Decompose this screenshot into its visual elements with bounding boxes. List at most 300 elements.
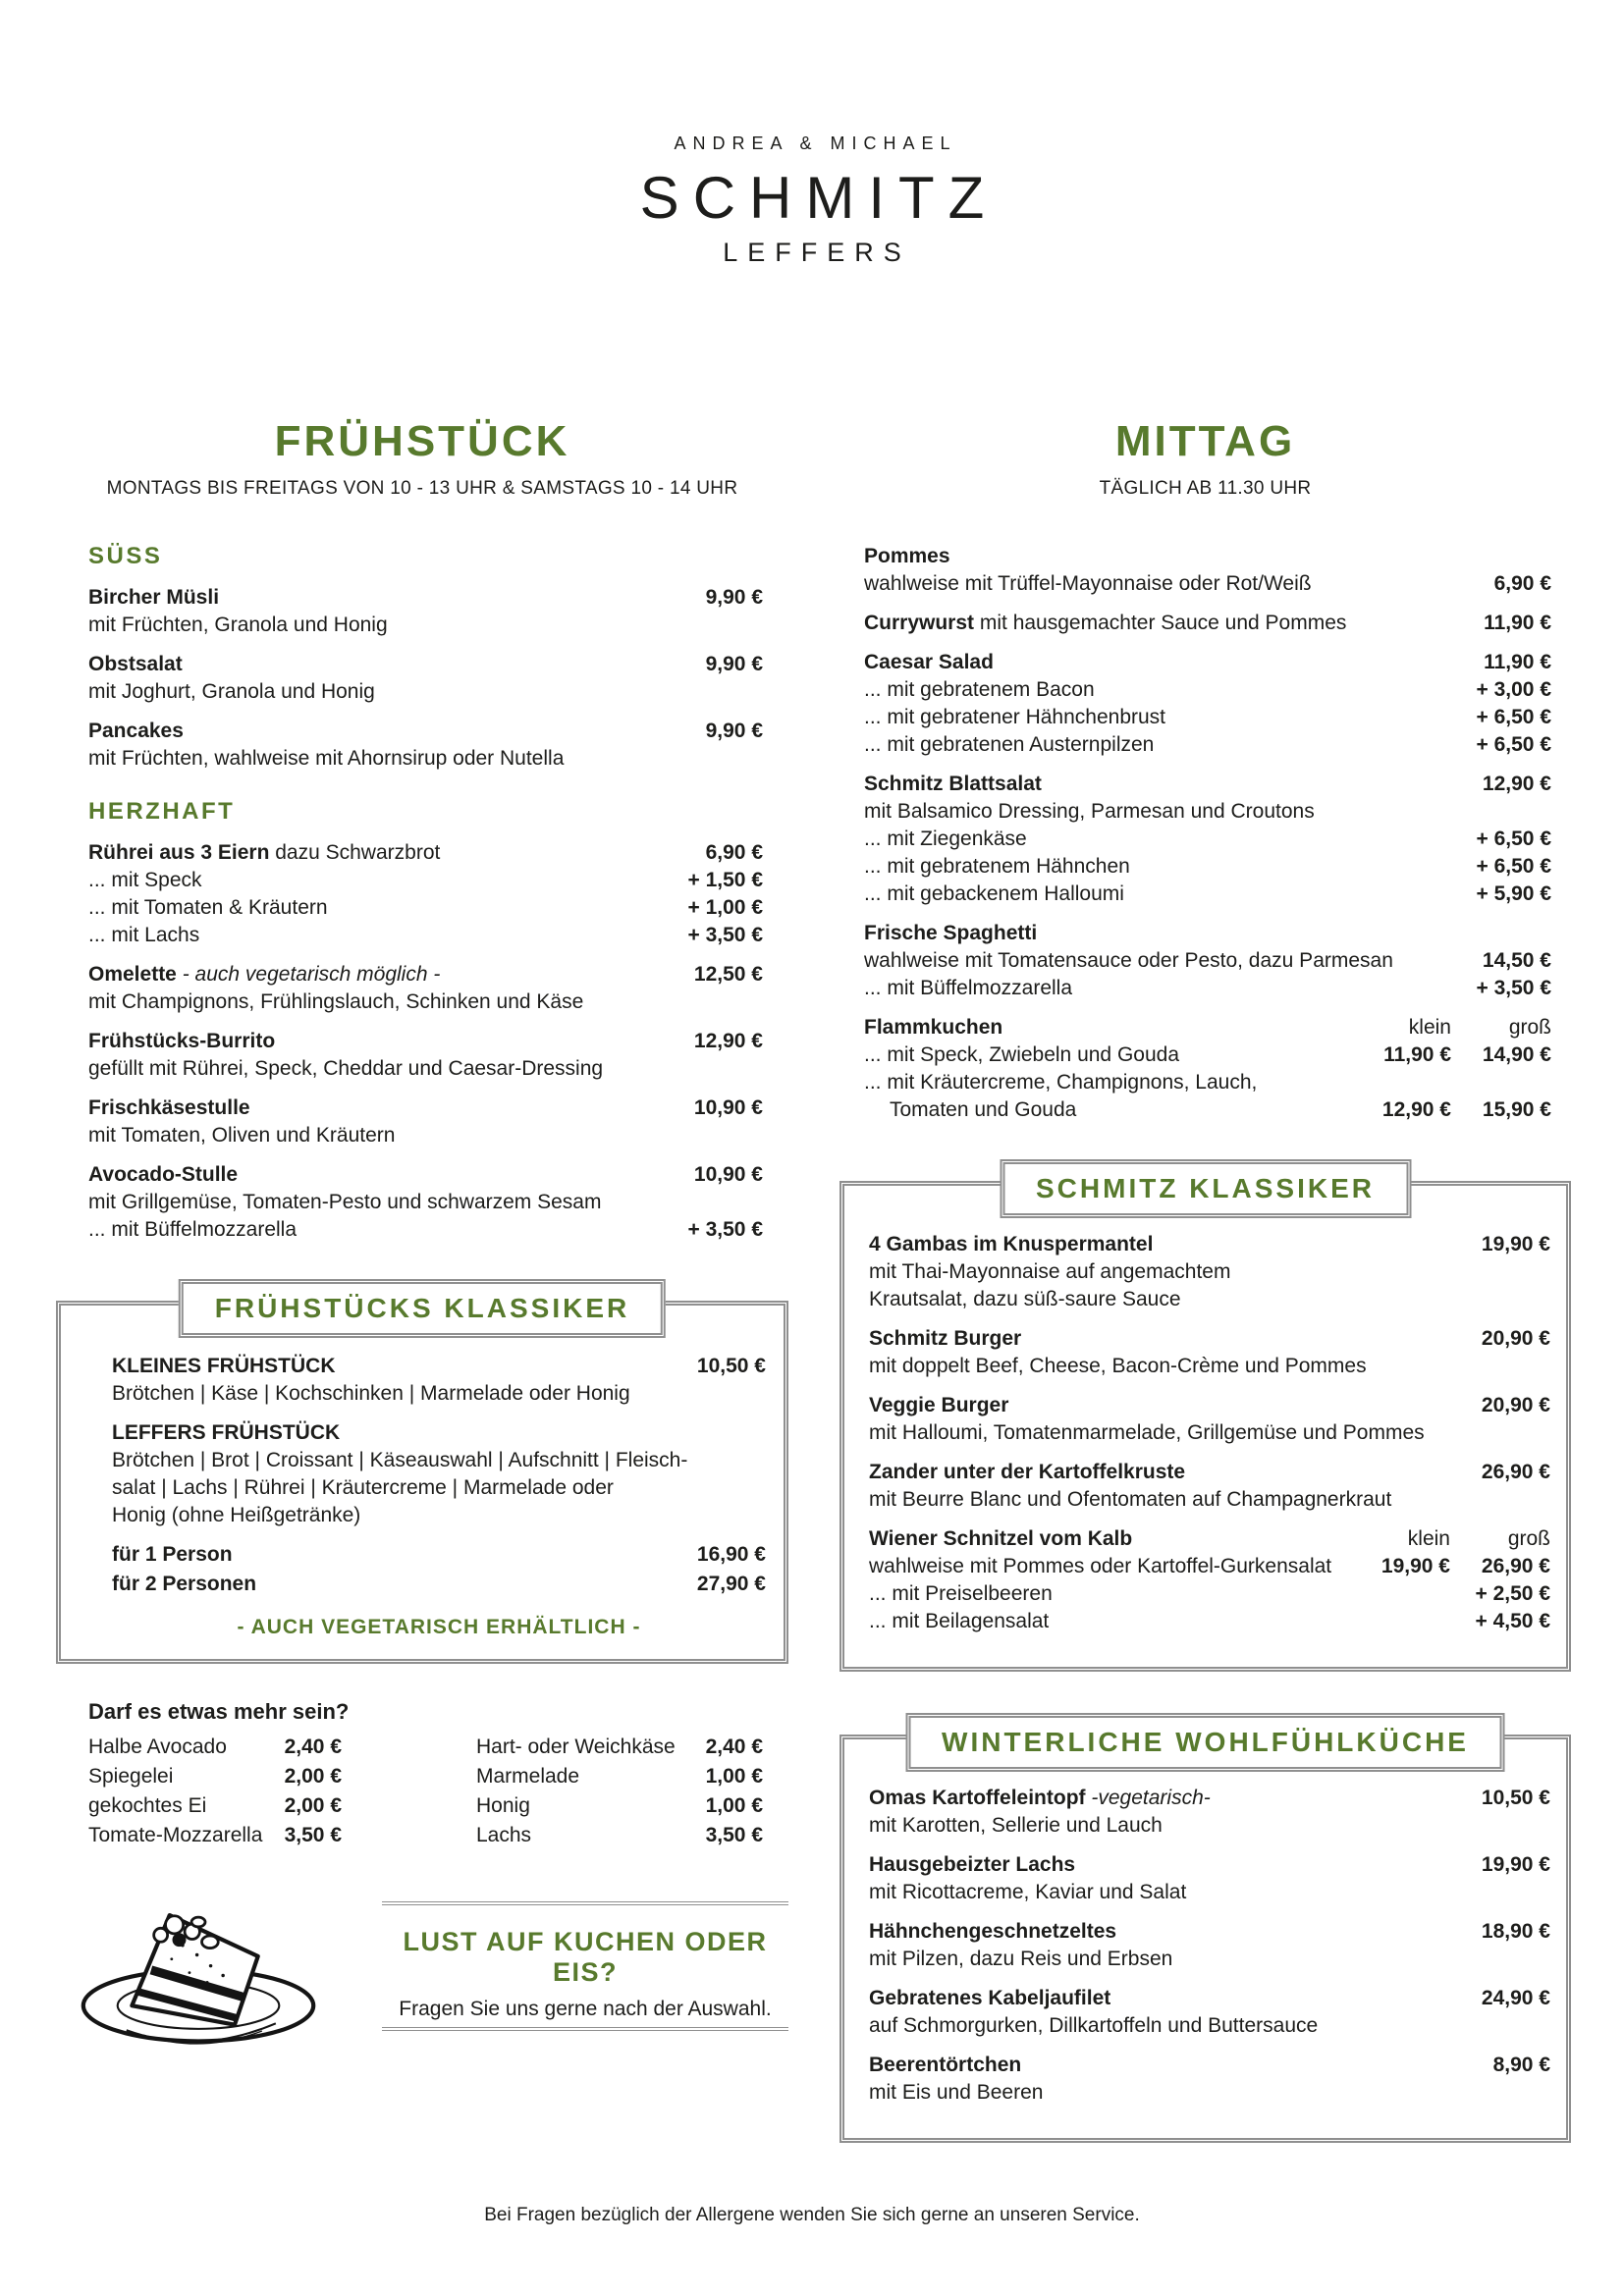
logo-name: SCHMITZ (639, 165, 999, 231)
item-price: + 4,50 € (1475, 1610, 1550, 1632)
item-price: 12,90 € (1482, 773, 1551, 795)
item-price: 9,90 € (705, 586, 763, 609)
item-name: LEFFERS FRÜHSTÜCK (112, 1421, 341, 1444)
spacer (297, 1216, 676, 1244)
item-name: Obstsalat (88, 653, 183, 675)
banner-bottom-rule (382, 2027, 788, 2031)
extras-row (476, 1733, 763, 1762)
extras-row (88, 1821, 342, 1850)
spacer (1037, 920, 1551, 947)
breakfast-column (56, 417, 788, 2091)
extras-heading: Darf es etwas mehr sein? (88, 1699, 350, 1724)
item-name-row (869, 1231, 1550, 1258)
item-name: Bircher Müsli (88, 586, 220, 609)
restaurant-logo (0, 133, 1624, 268)
spacer (1072, 975, 1464, 1002)
item-description: mit Tomaten, Oliven und Kräutern (88, 1124, 396, 1147)
extras-grid (88, 1733, 763, 1850)
extras-row (88, 1791, 342, 1821)
menu-item (88, 1095, 763, 1149)
item-desc-row (88, 1122, 763, 1149)
extras-label: Spiegelei (88, 1765, 174, 1788)
item-price: + 1,00 € (687, 896, 763, 919)
item-name: Avocado-Stulle (88, 1163, 239, 1186)
item-addon-row (864, 881, 1551, 908)
item-price: 2,40 € (705, 1735, 763, 1758)
item-price: 12,90 € (693, 1030, 763, 1052)
item-desc-row (864, 947, 1551, 975)
spacer (328, 894, 677, 922)
menu-item (869, 1392, 1550, 1447)
menu-item (864, 920, 1551, 1002)
variant-lines (869, 1553, 1331, 1580)
item-description: mit Beurre Blanc und Ofentomaten auf Champagnerkraut (869, 1488, 1392, 1511)
banner-subtitle: Fragen Sie uns gerne nach der Auswahl. (399, 1998, 772, 2020)
item-price: 26,90 € (1481, 1555, 1550, 1577)
spacer (336, 1353, 685, 1380)
item-name-row (869, 1392, 1550, 1419)
spacer (530, 1791, 694, 1821)
spacer (440, 839, 693, 867)
item-price: 2,00 € (284, 1794, 342, 1817)
item-price: 2,40 € (284, 1735, 342, 1758)
item-addon-row (864, 826, 1551, 853)
item-price: + 6,50 € (1476, 706, 1551, 728)
breakfast-classics-items (112, 1353, 766, 1598)
item-name: Omas Kartoffeleintopf (869, 1787, 1086, 1809)
item-name: Frischkäsestulle (88, 1096, 250, 1119)
spacer (531, 1821, 694, 1850)
item-description: mit Balsamico Dressing, Parmesan und Croutons (864, 800, 1315, 823)
spacer (1185, 1459, 1470, 1486)
spacer (340, 1419, 766, 1447)
item-desc-row (88, 612, 763, 639)
menu-section (88, 543, 763, 773)
item-desc-row (88, 745, 763, 773)
menu-item (864, 1014, 1551, 1124)
section-heading: SÜSS (88, 543, 163, 569)
menu-item (869, 1231, 1550, 1313)
item-name-row (88, 1095, 763, 1122)
item-name-row (864, 649, 1551, 676)
item-price: 20,90 € (1481, 1327, 1550, 1350)
extras-label: Halbe Avocado (88, 1735, 227, 1758)
item-name-row (869, 1785, 1550, 1812)
breakfast-hours: MONTAGS BIS FREITAGS VON 10 - 13 UHR & SAMSTAGS 10 - 14 UHR (106, 478, 738, 499)
variant-line: wahlweise mit Pommes oder Kartoffel-Gurkensalat (869, 1555, 1332, 1577)
item-price: 16,90 € (696, 1543, 766, 1566)
item-price: 19,90 € (1380, 1555, 1450, 1577)
item-price: 8,90 € (1492, 2054, 1550, 2076)
item-price: + 6,50 € (1476, 828, 1551, 850)
variant-line: Tomaten und Gouda (890, 1098, 1077, 1121)
item-addon-row (864, 853, 1551, 881)
item-desc-row (88, 1055, 763, 1083)
item-desc-row (112, 1380, 766, 1408)
item-name-row (864, 543, 1551, 570)
spacer (1027, 826, 1465, 853)
item-name-row (88, 584, 763, 612)
addon-label: ... mit Büffelmozzarella (88, 1218, 298, 1241)
item-description: Brötchen | Käse | Kochschinken | Marmelade oder Honig (112, 1382, 630, 1405)
item-name: Beerentörtchen (869, 2054, 1022, 2076)
item-name: Pommes (864, 545, 950, 567)
extras-label: gekochtes Ei (88, 1794, 207, 1817)
item-description: mit Früchten, wahlweise mit Ahornsirup oder Nutella (88, 747, 565, 770)
spacer (183, 651, 694, 678)
spacer (1154, 731, 1464, 759)
item-description: gefüllt mit Rührei, Speck, Cheddar und Caesar-Dressing (88, 1057, 604, 1080)
item-description: Brötchen | Brot | Croissant | Käseauswahl | Aufschnitt | Fleisch- (112, 1449, 688, 1471)
cake-slice-icon (58, 1866, 352, 2087)
size-header: klein (1407, 1527, 1450, 1550)
item-variant-row (864, 1069, 1551, 1124)
item-name-row (864, 920, 1551, 947)
spacer (202, 867, 677, 894)
item-name-row (112, 1353, 766, 1380)
schmitz-classics-box (839, 1173, 1571, 1672)
item-price: 14,90 € (1482, 1043, 1551, 1066)
item-price: 15,90 € (1482, 1098, 1551, 1121)
banner-text (382, 1927, 788, 2021)
item-desc-row (869, 1353, 1550, 1380)
item-name-row (88, 718, 763, 745)
menu-item (869, 1851, 1550, 1906)
menu-item (864, 543, 1551, 598)
spacer (173, 1762, 272, 1791)
item-name-row (112, 1571, 766, 1598)
menu-item (88, 718, 763, 773)
menu-item (88, 651, 763, 706)
item-desc-row (869, 2012, 1550, 2040)
item-variant-row (869, 1553, 1550, 1580)
item-name-suffix: mit hausgemachter Sauce und Pommes (974, 612, 1347, 634)
breakfast-classics-box-title: FRÜHSTÜCKS KLASSIKER (179, 1279, 666, 1338)
item-name-row (869, 1325, 1550, 1353)
schmitz-classics-box-title: SCHMITZ KLASSIKER (1000, 1159, 1411, 1218)
spacer (1021, 1325, 1470, 1353)
spacer (1130, 853, 1465, 881)
item-name: Rührei aus 3 Eiern (88, 841, 270, 864)
addon-label: ... mit gebratener Hähnchenbrust (864, 706, 1166, 728)
item-description: auf Schmorgurken, Dillkartoffeln und Buttersauce (869, 2014, 1319, 2037)
menu-item (864, 649, 1551, 759)
item-name: Frische Spaghetti (864, 922, 1038, 944)
menu-item (88, 1028, 763, 1083)
item-desc-row (88, 678, 763, 706)
item-name: Gebratenes Kabeljaufilet (869, 1987, 1111, 2009)
menu-item (864, 610, 1551, 637)
logo-owners: ANDREA & MICHAEL (674, 133, 957, 153)
item-description: mit Champignons, Frühlingslauch, Schinken und Käse (88, 990, 584, 1013)
item-name: für 2 Personen (112, 1573, 257, 1595)
menu-item (88, 584, 763, 639)
item-description: wahlweise mit Trüffel-Mayonnaise oder Rot/Weiß (864, 572, 1312, 595)
addon-label: ... mit gebratenem Hähnchen (864, 855, 1130, 878)
spacer (199, 922, 676, 949)
spacer (1132, 1525, 1350, 1553)
item-desc-row (112, 1447, 766, 1474)
logo-location: LEFFERS (723, 238, 911, 267)
item-addon-row (864, 975, 1551, 1002)
item-addon-row (88, 922, 763, 949)
item-price: 18,90 € (1481, 1920, 1550, 1943)
item-name: Pancakes (88, 720, 184, 742)
allergen-note: Bei Fragen bezüglich der Allergene wenden Sie sich gerne an unseren Service. (484, 2205, 1140, 2225)
item-description: mit Eis und Beeren (869, 2081, 1044, 2104)
item-name-row (88, 1028, 763, 1055)
spacer (994, 649, 1472, 676)
item-name-row (869, 1918, 1550, 1946)
spacer (238, 1161, 682, 1189)
spacer (1153, 1231, 1469, 1258)
spacer (1124, 881, 1465, 908)
item-price: + 5,90 € (1476, 882, 1551, 905)
extras-row (476, 1791, 763, 1821)
item-price: 12,50 € (693, 963, 763, 986)
item-price: + 6,50 € (1476, 733, 1551, 756)
variant-line: ... mit Speck, Zwiebeln und Gouda (864, 1043, 1179, 1066)
item-desc-row (869, 1879, 1550, 1906)
menu-item (869, 2052, 1550, 2107)
item-desc-row (112, 1474, 766, 1502)
item-desc-row (869, 1812, 1550, 1840)
spacer (184, 718, 694, 745)
item-name-row (869, 1851, 1550, 1879)
winter-comfort-box (839, 1727, 1571, 2143)
spacer (256, 1571, 685, 1598)
spacer (1021, 2052, 1481, 2079)
item-description: Honig (ohne Heißgetränke) (112, 1504, 361, 1526)
extras-label: Lachs (476, 1824, 532, 1846)
addon-label: ... mit Büffelmozzarella (864, 977, 1073, 999)
item-price: 26,90 € (1481, 1461, 1550, 1483)
extras-row (88, 1762, 342, 1791)
item-name-suffix: dazu Schwarzbrot (269, 841, 441, 864)
extras-column-right (476, 1733, 763, 1850)
extras-section (56, 1699, 788, 1850)
banner-top-rule (382, 1901, 788, 1905)
item-price: 3,50 € (284, 1824, 342, 1846)
item-name-row (869, 1525, 1550, 1553)
spacer (262, 1821, 272, 1850)
item-desc-row (864, 570, 1551, 598)
item-desc-row (869, 1946, 1550, 1973)
item-name-row (869, 1459, 1550, 1486)
item-addon-row (869, 1580, 1550, 1608)
item-price: + 3,50 € (687, 1218, 763, 1241)
item-addon-row (88, 1216, 763, 1244)
item-desc-row (869, 1486, 1550, 1514)
item-name: Veggie Burger (869, 1394, 1009, 1416)
item-name-row (88, 839, 763, 867)
item-price: 6,90 € (1493, 572, 1551, 595)
item-price: 14,50 € (1482, 949, 1551, 972)
spacer (227, 1733, 273, 1762)
addon-label: ... mit gebratenem Bacon (864, 678, 1095, 701)
spacer (1053, 1580, 1464, 1608)
item-variant-row (864, 1041, 1551, 1069)
item-name: Schmitz Burger (869, 1327, 1022, 1350)
menu-item (88, 839, 763, 949)
addon-label: ... mit Speck (88, 869, 202, 891)
menu-item (864, 771, 1551, 908)
lunch-title: MITTAG (1114, 417, 1296, 465)
item-price: 2,00 € (284, 1765, 342, 1788)
menu-item (112, 1541, 766, 1569)
item-description: mit Grillgemüse, Tomaten-Pesto und schwarzem Sesam (88, 1191, 602, 1213)
item-addon-row (88, 867, 763, 894)
menu-item (869, 1459, 1550, 1514)
spacer (206, 1791, 272, 1821)
size-header: groß (1507, 1527, 1550, 1550)
item-price: 12,90 € (1381, 1098, 1451, 1121)
spacer (1075, 1851, 1470, 1879)
menu-item (869, 1525, 1550, 1635)
menu-item (112, 1419, 766, 1529)
size-header: klein (1408, 1016, 1451, 1039)
cake-banner (56, 1880, 788, 2091)
item-price: 1,00 € (705, 1794, 763, 1817)
menu-item (112, 1571, 766, 1598)
item-price: 11,90 € (1484, 612, 1551, 634)
extras-row (88, 1733, 342, 1762)
addon-label: ... mit gebratenen Austernpilzen (864, 733, 1155, 756)
item-name: Frühstücks-Burrito (88, 1030, 276, 1052)
menu-section (88, 798, 763, 1244)
item-desc-row (88, 1189, 763, 1216)
vegetarian-note: - AUCH VEGETARISCH ERHÄLTLICH - (237, 1616, 641, 1638)
item-name: Hausgebeizter Lachs (869, 1853, 1076, 1876)
item-price: 10,50 € (1481, 1787, 1550, 1809)
item-name-row (88, 1161, 763, 1189)
item-name: für 1 Person (112, 1543, 233, 1566)
item-description: mit Thai-Mayonnaise auf angemachtem (869, 1260, 1231, 1283)
item-price: 9,90 € (705, 720, 763, 742)
item-price: + 1,50 € (687, 869, 763, 891)
section-heading: HERZHAFT (88, 798, 236, 825)
addon-label: ... mit Lachs (88, 924, 200, 946)
item-price: 6,90 € (705, 841, 763, 864)
extras-label: Honig (476, 1794, 530, 1817)
item-desc-row (88, 988, 763, 1016)
item-name-row (869, 1985, 1550, 2012)
item-price: 10,90 € (693, 1096, 763, 1119)
variant-line: ... mit Kräutercreme, Champignons, Lauch, (864, 1071, 1258, 1094)
item-price: 11,90 € (1484, 651, 1551, 673)
spacer (1042, 771, 1471, 798)
item-description: salat | Lachs | Rührei | Kräutercreme | Marmelade oder (112, 1476, 614, 1499)
menu-item (112, 1353, 766, 1408)
item-price: 10,50 € (696, 1355, 766, 1377)
addon-label: ... mit Tomaten & Kräutern (88, 896, 328, 919)
item-name: Wiener Schnitzel vom Kalb (869, 1527, 1133, 1550)
item-name: Flammkuchen (864, 1016, 1003, 1039)
extras-row (476, 1821, 763, 1850)
spacer (1110, 1985, 1470, 2012)
item-price: 27,90 € (696, 1573, 766, 1595)
addon-label: ... mit Ziegenkäse (864, 828, 1027, 850)
item-desc-row (869, 1258, 1550, 1286)
item-price: 10,90 € (693, 1163, 763, 1186)
item-name: Currywurst (864, 612, 975, 634)
item-description: mit doppelt Beef, Cheese, Bacon-Crème und Pommes (869, 1355, 1367, 1377)
item-desc-row (864, 798, 1551, 826)
size-header: groß (1508, 1016, 1551, 1039)
extras-row (476, 1762, 763, 1791)
spacer (1116, 1918, 1470, 1946)
spacer (1008, 1392, 1470, 1419)
item-description: Krautsalat, dazu süß-saure Sauce (869, 1288, 1181, 1310)
item-addon-row (869, 1608, 1550, 1635)
menu-item (869, 1985, 1550, 2040)
menu-item (869, 1918, 1550, 1973)
item-name: Caesar Salad (864, 651, 994, 673)
extras-label: Tomate-Mozzarella (88, 1824, 263, 1846)
item-name-row (112, 1419, 766, 1447)
lunch-column (839, 417, 1571, 2143)
item-name: Omelette (88, 963, 177, 986)
item-name-row (869, 2052, 1550, 2079)
item-name-row (864, 1014, 1551, 1041)
spacer (1002, 1014, 1351, 1041)
spacer (250, 1095, 682, 1122)
item-description: mit Pilzen, dazu Reis und Erbsen (869, 1948, 1173, 1970)
breakfast-classics-box (56, 1293, 788, 1664)
lunch-items (839, 543, 1571, 1124)
breakfast-sections (56, 543, 788, 1244)
item-price: 11,90 € (1383, 1043, 1451, 1066)
item-desc-row (869, 1286, 1550, 1313)
item-name-row (88, 961, 763, 988)
item-name-suffix: - auch vegetarisch möglich - (176, 963, 441, 986)
extras-label: Hart- oder Weichkäse (476, 1735, 676, 1758)
item-name: Hähnchengeschnetzeltes (869, 1920, 1117, 1943)
item-addon-row (864, 676, 1551, 704)
addon-label: ... mit Beilagensalat (869, 1610, 1050, 1632)
item-description: wahlweise mit Tomatensauce oder Pesto, dazu Parmesan (864, 949, 1393, 972)
variant-lines (864, 1069, 1257, 1124)
spacer (440, 961, 682, 988)
item-description: mit Halloumi, Tomatenmarmelade, Grillgemüse und Pommes (869, 1421, 1425, 1444)
item-description: mit Ricottacreme, Kaviar und Salat (869, 1881, 1187, 1903)
spacer (1393, 947, 1471, 975)
spacer (950, 543, 1551, 570)
item-price: 24,90 € (1481, 1987, 1550, 2009)
spacer (275, 1028, 682, 1055)
addon-label: ... mit Preiselbeeren (869, 1582, 1053, 1605)
spacer (1312, 570, 1483, 598)
item-desc-row (869, 1419, 1550, 1447)
item-price: 20,90 € (1481, 1394, 1550, 1416)
item-name: Schmitz Blattsalat (864, 773, 1042, 795)
item-price: + 2,50 € (1475, 1582, 1550, 1605)
addon-label: ... mit gebackenem Halloumi (864, 882, 1124, 905)
spacer (1346, 610, 1472, 637)
extras-column-left (88, 1733, 342, 1850)
item-price: + 3,50 € (687, 924, 763, 946)
spacer (579, 1762, 694, 1791)
item-price: 19,90 € (1481, 1233, 1550, 1255)
item-price: 3,50 € (705, 1824, 763, 1846)
item-price: + 3,00 € (1476, 678, 1551, 701)
breakfast-title: FRÜHSTÜCK (274, 417, 570, 465)
item-name: Zander unter der Kartoffelkruste (869, 1461, 1186, 1483)
item-name-row (864, 610, 1551, 637)
item-price: 19,90 € (1481, 1853, 1550, 1876)
item-description: mit Joghurt, Granola und Honig (88, 680, 375, 703)
item-price: + 6,50 € (1476, 855, 1551, 878)
